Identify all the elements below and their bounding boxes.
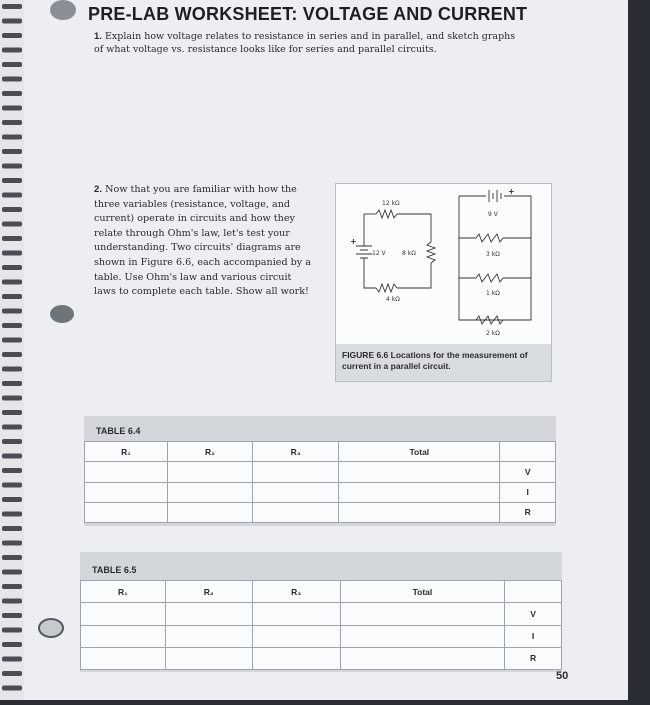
- table-6-4-row-label-v: V: [500, 462, 556, 482]
- table-6-4-cell[interactable]: [85, 482, 168, 502]
- spiral-coil: [2, 454, 22, 459]
- table-6-4-title: TABLE 6.4: [96, 426, 141, 436]
- spiral-coil: [2, 48, 22, 53]
- left-plus-sign: +: [350, 237, 357, 246]
- table-6-4-header-r3: R₃: [253, 442, 339, 462]
- resistor-8k-symbol: [427, 242, 435, 263]
- spiral-coil: [2, 77, 22, 82]
- table-6-4-cell[interactable]: [167, 482, 252, 502]
- table-6-4-row-label-r: R: [500, 502, 556, 522]
- label-4k: 4 kΩ: [386, 296, 400, 303]
- spiral-coil: [2, 207, 22, 212]
- spiral-coil: [2, 628, 22, 633]
- spiral-coil: [2, 251, 22, 256]
- question-2-text: Now that you are familiar with how the three variables (resistance, voltage, and current) operate in circuits and how they relate through Ohm's law, let's test your understanding. Two circuits' diagrams are shown in Figure 6.6, each accompanied by a table. Use Ohm's law and various circuit laws to complete each table. Show all work!: [94, 184, 311, 298]
- table-6-4-cell[interactable]: [253, 502, 339, 522]
- resistor-1k-symbol: [476, 274, 503, 282]
- table-6-4-cell[interactable]: [85, 462, 168, 482]
- spiral-coil: [2, 4, 22, 9]
- spiral-coil: [2, 570, 22, 575]
- label-8k: 8 kΩ: [402, 250, 416, 257]
- spiral-coil: [2, 613, 22, 618]
- label-2k: 2 kΩ: [486, 330, 500, 337]
- spiral-coils-graphic: [0, 0, 24, 700]
- resistor-2k-symbol: [476, 316, 503, 324]
- battery-9v-symbol: [489, 190, 501, 202]
- spiral-coil: [2, 642, 22, 647]
- spiral-coil: [2, 149, 22, 154]
- spiral-coil: [2, 323, 22, 328]
- spiral-coil: [2, 309, 22, 314]
- table-6-4-header-r1: R₁: [85, 442, 168, 462]
- binder-ring-middle: [50, 305, 74, 323]
- spiral-coil: [2, 367, 22, 372]
- spiral-coil: [2, 396, 22, 401]
- table-6-5-cell[interactable]: [340, 603, 505, 625]
- spiral-binding: [0, 0, 24, 700]
- table-6-5-cell[interactable]: [252, 603, 340, 625]
- circuit-diagrams: [336, 184, 551, 344]
- table-6-4-header-total: Total: [339, 442, 500, 462]
- spiral-coil: [2, 439, 22, 444]
- spiral-coil: [2, 265, 22, 270]
- label-3k: 3 kΩ: [486, 251, 500, 258]
- table-6-5-cell[interactable]: [340, 625, 505, 647]
- table-6-5-row-label-v: V: [505, 603, 562, 625]
- circuit-schematic: [336, 184, 551, 344]
- table-6-5-cell[interactable]: [81, 603, 166, 625]
- question-2-number: 2.: [94, 184, 103, 195]
- spiral-coil: [2, 178, 22, 183]
- spiral-coil: [2, 599, 22, 604]
- table-6-5-title: TABLE 6.5: [92, 565, 137, 575]
- figure-caption: FIGURE 6.6 Locations for the measurement of current in a parallel circuit.: [342, 350, 528, 371]
- table-6-5-row-label-i: I: [505, 625, 562, 647]
- table-6-4-header-r2: R₂: [167, 442, 252, 462]
- table-6-5-header-r3: R₃: [252, 581, 340, 603]
- table-6-4-cell[interactable]: [339, 482, 500, 502]
- spiral-coil: [2, 352, 22, 357]
- spiral-coil: [2, 236, 22, 241]
- spiral-coil: [2, 512, 22, 517]
- spiral-coil: [2, 381, 22, 386]
- label-9v: 9 V: [488, 211, 498, 218]
- table-6-4-cell[interactable]: [167, 502, 252, 522]
- spiral-coil: [2, 410, 22, 415]
- table-6-4-cell[interactable]: [85, 502, 168, 522]
- table-6-5-cell[interactable]: [81, 625, 166, 647]
- label-1k: 1 kΩ: [486, 290, 500, 297]
- resistor-4k-symbol: [376, 284, 397, 292]
- spiral-coil: [2, 425, 22, 430]
- spiral-coil: [2, 164, 22, 169]
- table-6-5-header-r1: R₁: [81, 581, 166, 603]
- table-6-5-header-total: Total: [340, 581, 505, 603]
- right-plus-sign: +: [508, 187, 515, 196]
- spiral-coil: [2, 222, 22, 227]
- table-6-5: [80, 580, 562, 670]
- spiral-coil: [2, 33, 22, 38]
- spiral-coil: [2, 671, 22, 676]
- label-12k: 12 kΩ: [382, 200, 400, 207]
- spiral-coil: [2, 338, 22, 343]
- spiral-coil: [2, 62, 22, 67]
- table-6-5-header-r2: R₂: [165, 581, 252, 603]
- question-1-text: Explain how voltage relates to resistance in series and in parallel, and sketch graphs of what voltage vs. resistance looks like for series and parallel circuits.: [94, 31, 516, 55]
- table-6-4-row-label-i: I: [500, 482, 556, 502]
- table-6-5-cell[interactable]: [252, 647, 340, 669]
- table-6-4: [84, 441, 556, 523]
- table-6-4-cell[interactable]: [339, 502, 500, 522]
- table-6-4-cell[interactable]: [167, 462, 252, 482]
- spiral-coil: [2, 468, 22, 473]
- spiral-coil: [2, 106, 22, 111]
- binder-ring-bottom: [38, 618, 64, 638]
- table-6-4-cell[interactable]: [253, 462, 339, 482]
- spiral-coil: [2, 657, 22, 662]
- spiral-coil: [2, 584, 22, 589]
- table-6-4-cell[interactable]: [253, 482, 339, 502]
- table-6-4-cell[interactable]: [339, 462, 500, 482]
- page-title: PRE-LAB WORKSHEET: VOLTAGE AND CURRENT: [88, 4, 528, 24]
- spiral-coil: [2, 686, 22, 691]
- table-6-5-cell[interactable]: [81, 647, 166, 669]
- resistor-3k-symbol: [476, 234, 503, 242]
- table-6-5-row-label-r: R: [505, 647, 562, 669]
- table-6-5-cell[interactable]: [340, 647, 505, 669]
- table-6-5-cell[interactable]: [165, 625, 252, 647]
- battery-12v-symbol: [356, 246, 372, 258]
- question-1: [94, 30, 524, 56]
- spiral-coil: [2, 541, 22, 546]
- spiral-coil: [2, 120, 22, 125]
- table-6-5-header-blank: [505, 581, 562, 603]
- page-number: 50: [556, 670, 569, 682]
- table-6-4-header-blank: [500, 442, 556, 462]
- spiral-coil: [2, 497, 22, 502]
- question-2: [94, 183, 316, 300]
- table-6-5-cell[interactable]: [165, 647, 252, 669]
- left-circuit: [356, 210, 435, 292]
- spiral-coil: [2, 19, 22, 24]
- label-12v: 12 V: [372, 250, 386, 257]
- spiral-coil: [2, 526, 22, 531]
- spiral-coil: [2, 91, 22, 96]
- binder-ring-top: [50, 0, 76, 20]
- question-1-number: 1.: [94, 31, 102, 42]
- table-6-5-cell[interactable]: [252, 625, 340, 647]
- figure-6-6: [335, 183, 552, 382]
- spiral-coil: [2, 294, 22, 299]
- spiral-coil: [2, 280, 22, 285]
- resistor-12k-symbol: [376, 210, 397, 218]
- table-6-5-cell[interactable]: [165, 603, 252, 625]
- spiral-coil: [2, 193, 22, 198]
- spiral-coil: [2, 555, 22, 560]
- spiral-coil: [2, 135, 22, 140]
- spiral-coil: [2, 483, 22, 488]
